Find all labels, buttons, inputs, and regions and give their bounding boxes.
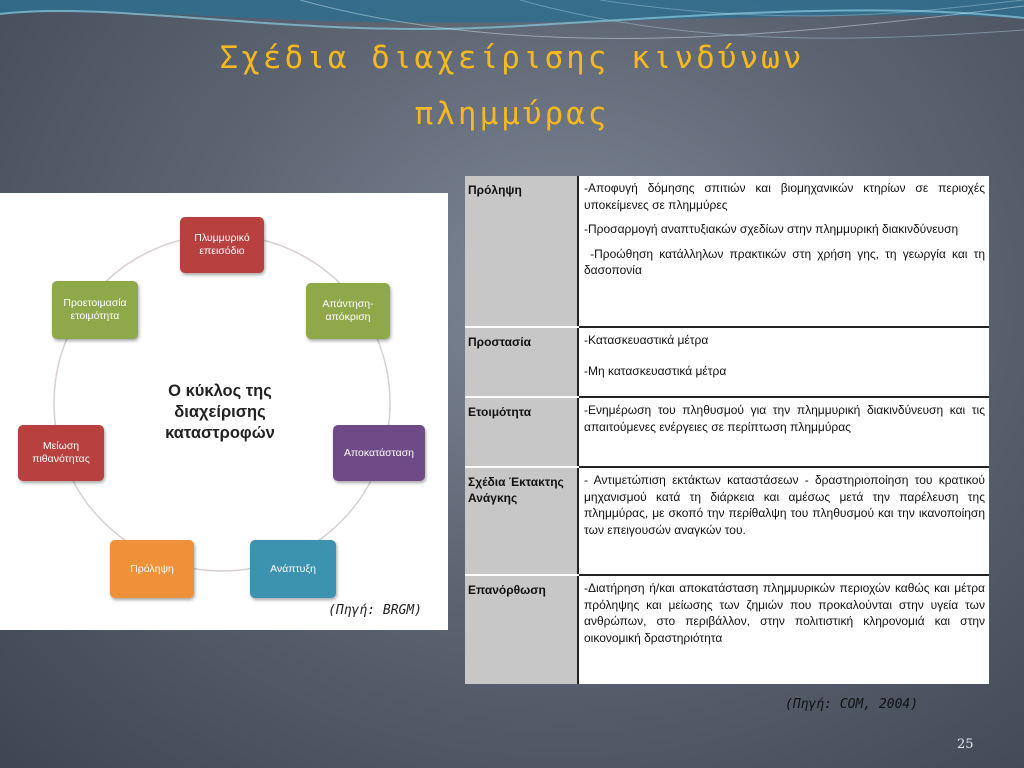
table-source-caption: (Πηγή: COM, 2004)	[785, 697, 919, 712]
cycle-node-flood-event: Πλυμμυρικό επεισόδιο	[180, 217, 264, 273]
table-item: -Μη κατασκευαστικά μέτρα	[584, 363, 727, 378]
disaster-management-cycle-diagram	[0, 193, 448, 630]
table-row	[465, 328, 989, 396]
table-item: -Προώθηση κατάλληλων πρακτικών στη χρήση γης, τη γεωργία και τη δασοπονία	[584, 246, 989, 277]
cycle-node-development: Ανάπτυξη	[250, 540, 336, 598]
cycle-node-response: Απάντηση-απόκριση	[306, 283, 390, 339]
row-content-preparedness	[579, 398, 989, 466]
row-content-emergency-plans	[579, 468, 989, 574]
cycle-center-label: Ο κύκλος της διαχείρισης καταστροφών	[165, 382, 275, 442]
row-header-preparedness: Ετοιμότητα	[465, 398, 579, 466]
cycle-node-prevention: Πρόληψη	[110, 540, 194, 598]
table-row	[465, 398, 989, 466]
row-content-restoration	[579, 576, 989, 684]
slide-title-line-1: Σχέδια διαχείρισης κινδύνων	[219, 40, 805, 76]
table-item: -Διατήρηση ή/και αποκατάσταση πλημμυρικών περιοχών καθώς και μέτρα πρόληψης και μείωσης των ζημιών που προκαλούνται στην υγεία των ανθρώπων, στο περιβάλλον, στην πολιτιστική κληρονομιά και στην οικονομική δραστηριότητα	[584, 581, 985, 645]
slide-title	[0, 30, 1024, 142]
flood-measures-table	[465, 176, 989, 684]
cycle-node-recovery: Αποκατάσταση	[333, 425, 425, 481]
table-item: -Κατασκευαστικά μέτρα	[584, 333, 709, 347]
row-header-prevention: Πρόληψη	[465, 176, 579, 326]
row-header-emergency-plans: Σχέδια Έκτακτης Ανάγκης	[465, 468, 579, 574]
row-content-protection	[579, 328, 989, 396]
table-item: -Αποφυγή δόμησης σπιτιών και βιομηχανικών κτηρίων σε περιοχές υποκείμενες σε πλημμύρες	[584, 181, 985, 212]
cycle-node-preparedness: Προετοιμασία ετοιμότητα	[52, 281, 138, 339]
table-item: -Προσαρμογή αναπτυξιακών σχεδίων στην πλημμυρική διακινδύνευση	[584, 222, 959, 236]
row-content-prevention	[579, 176, 989, 326]
table-row	[465, 468, 989, 574]
row-header-protection: Προστασία	[465, 328, 579, 396]
table-row	[465, 176, 989, 326]
slide-title-line-2: πλημμύρας	[414, 96, 610, 132]
table-item: - Αντιμετώπιση εκτάκτων καταστάσεων - δραστηριοποίηση του κρατικού μηχανισμού κατά τη διάρκεια και αμέσως μετά την παρέλευση της πλημμύρας, με σκοπό την περίθαλψη του πληθυσμού και την ικανοποίηση των επειγουσών αναγκών του.	[584, 473, 985, 537]
table-row	[465, 576, 989, 684]
diagram-source-caption: (Πηγή: BRGM)	[328, 603, 422, 618]
cycle-node-risk-reduction: Μείωση πιθανότητας	[18, 425, 104, 481]
row-header-restoration: Επανόρθωση	[465, 576, 579, 684]
page-number: 25	[957, 737, 974, 752]
table-item: -Ενημέρωση του πληθυσμού για την πλημμυρική διακινδύνευση και τις απαιτούμενες ενέργειες σε περίπτωση πλημμύρας	[584, 403, 985, 434]
